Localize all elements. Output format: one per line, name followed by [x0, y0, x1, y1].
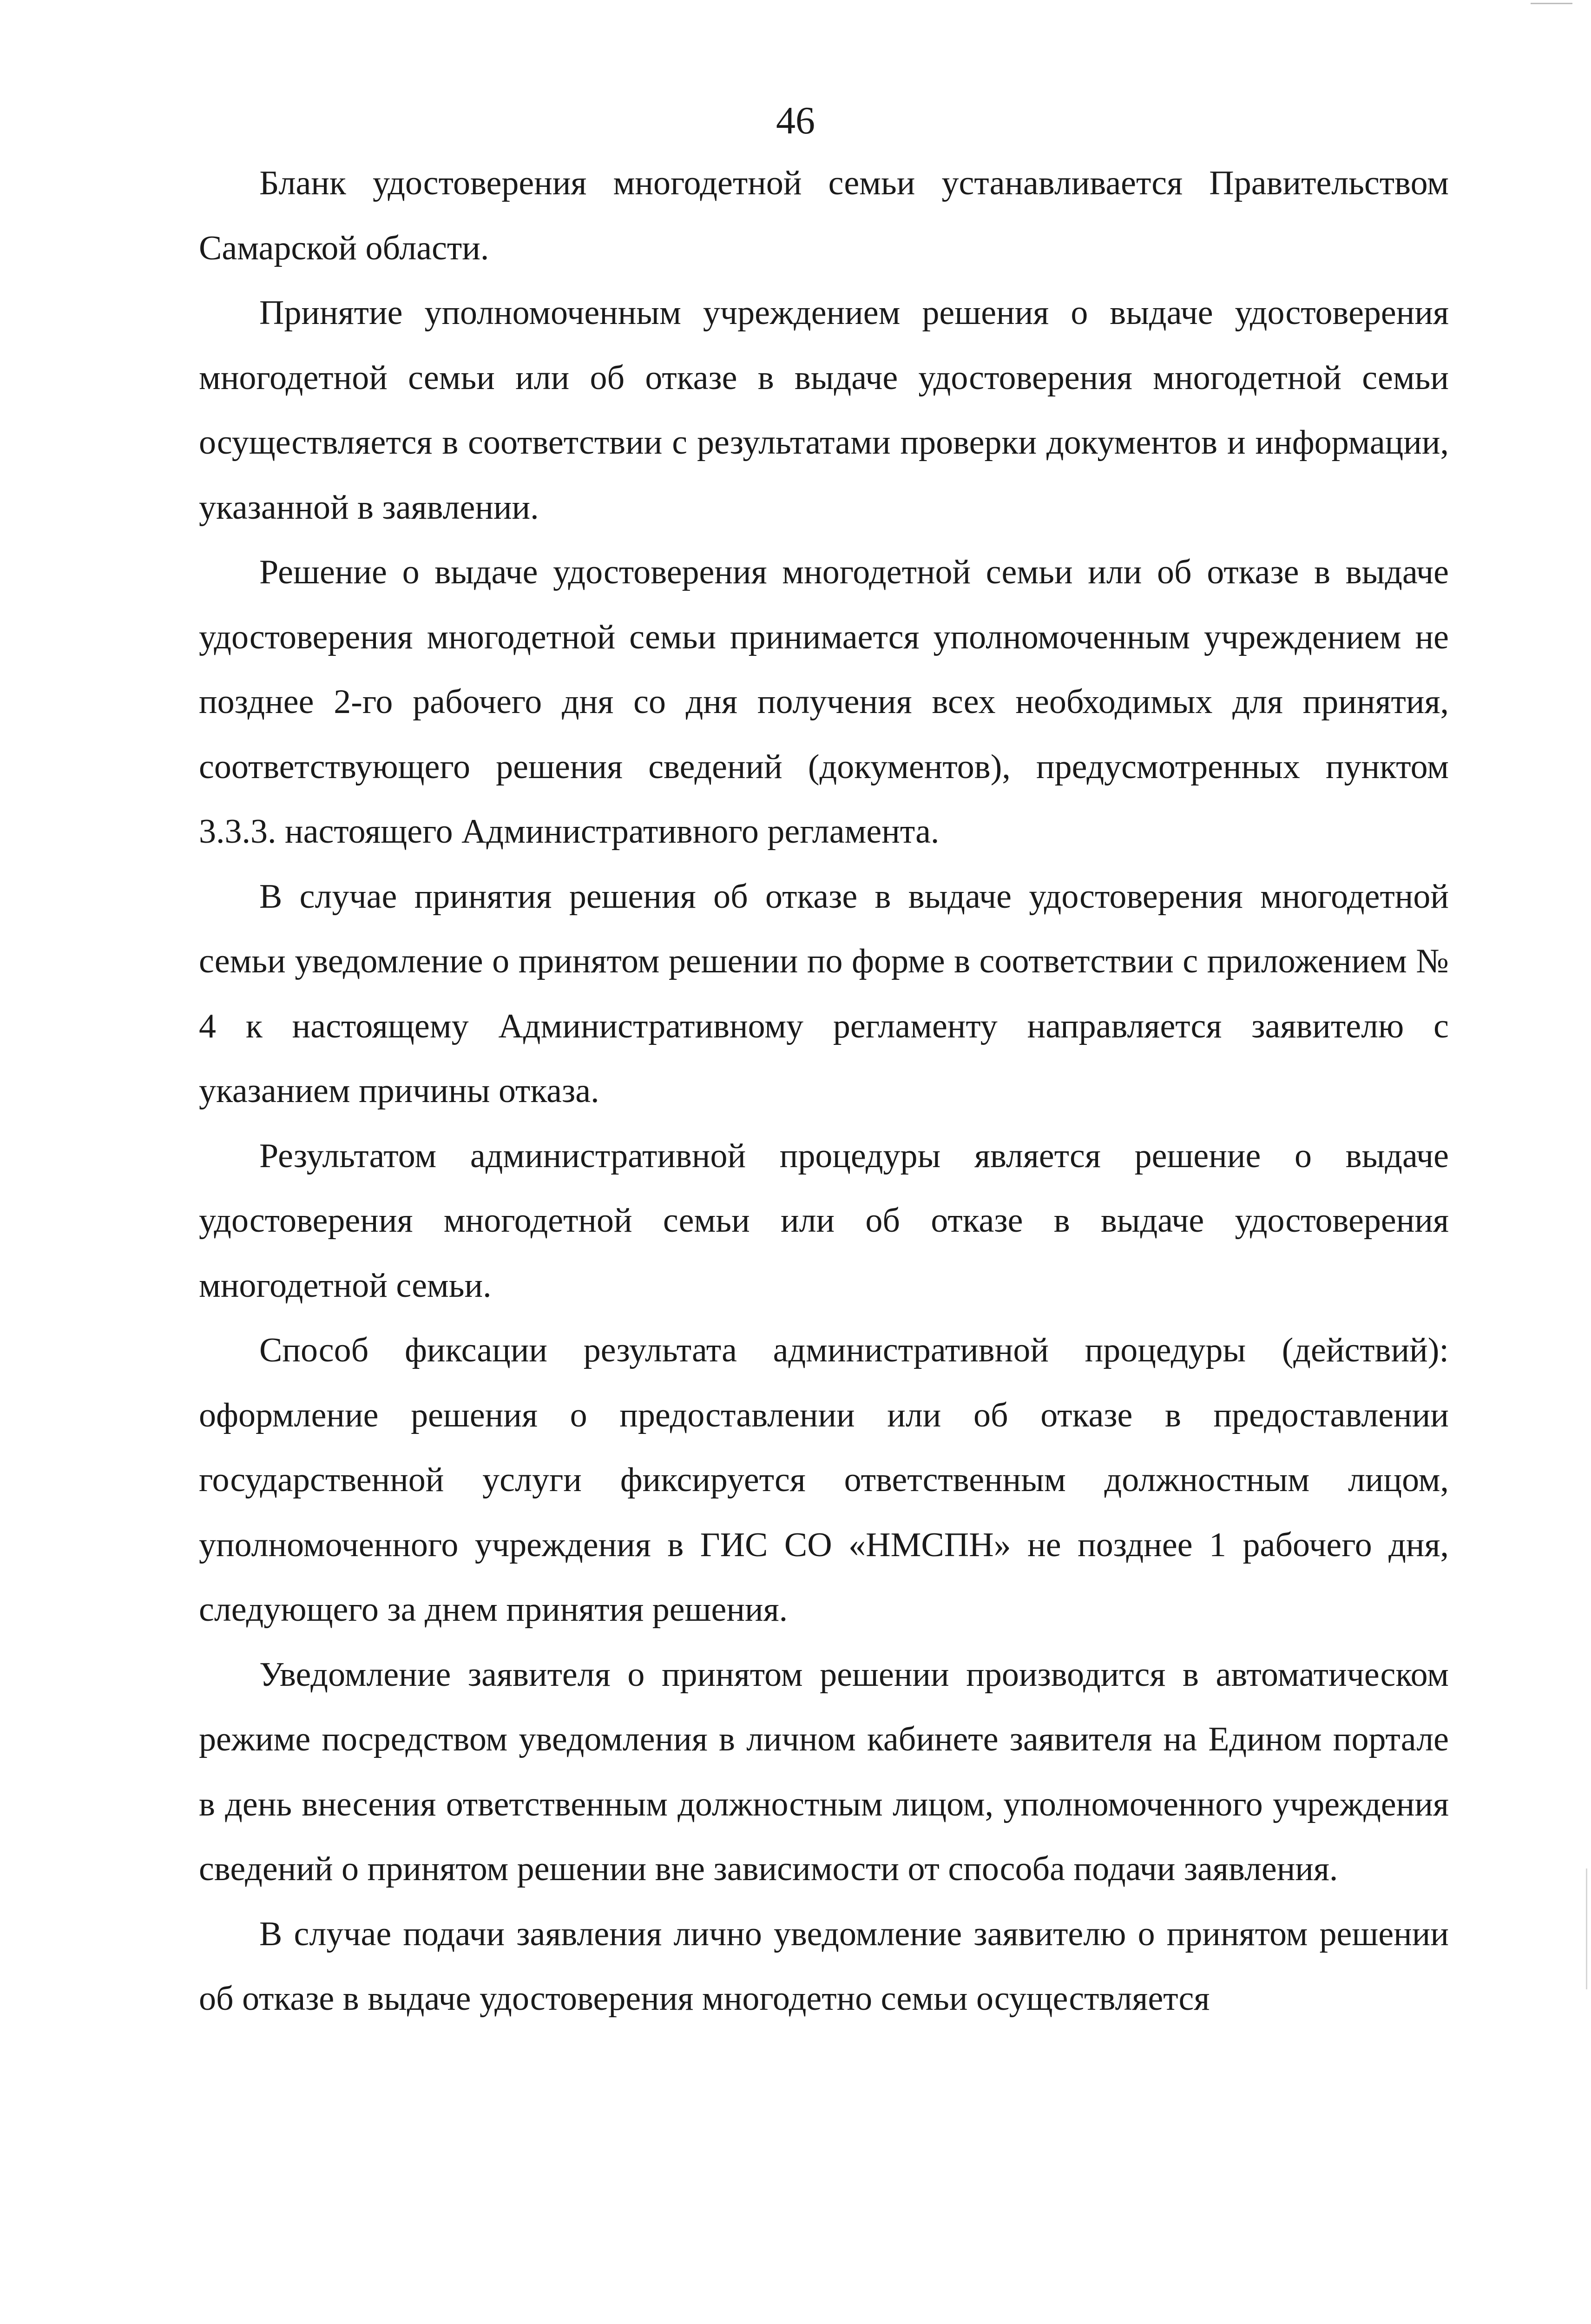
scan-edge-mark-top — [1531, 3, 1572, 4]
paragraph: Решение о выдаче удостоверения многодетной семьи или об отказе в выдаче удостоверения многодетной семьи принимается уполномоченным учреждением не позднее 2-го рабочего дня со дня получения всех необходимых для принятия, соответствующего решения сведений (документов), предусмотренных пунктом 3.3.3. настоящего Административного регламента. — [199, 553, 1449, 851]
scan-edge-mark-right — [1586, 1868, 1587, 1989]
paragraph: В случае принятия решения об отказе в выдаче удостоверения многодетной семьи уведомление о принятом решении по форме в соответствии с приложением № 4 к настоящему Административному регламенту направляется заявителю с указанием причины отказа. — [199, 877, 1449, 1110]
page-number: 46 — [776, 99, 815, 142]
paragraph: В случае подачи заявления лично уведомление заявителю о принятом решении об отказе в выдаче удостоверения многодетно семьи осуществляется — [199, 1915, 1449, 2018]
paragraph: Принятие уполномоченным учреждением решения о выдаче удостоверения многодетной семьи или об отказе в выдаче удостоверения многодетной семьи осуществляется в соответствии с результатами проверки документов и информации, указанной в заявлении. — [199, 294, 1449, 527]
paragraph: Способ фиксации результата административной процедуры (действий): оформление решения о предоставлении или об отказе в предоставлении государственной услуги фиксируется ответственным должностным лицом, уполномоченного учреждения в ГИС СО «НМСПН» не позднее 1 рабочего дня, следующего за днем принятия решения. — [199, 1331, 1449, 1629]
document-body — [199, 151, 1449, 2032]
paragraph: Бланк удостоверения многодетной семьи устанавливается Правительством Самарской области. — [199, 164, 1449, 267]
paragraph: Уведомление заявителя о принятом решении производится в автоматическом режиме посредством уведомления в личном кабинете заявителя на Едином портале в день внесения ответственным должностным лицом, уполномоченного учреждения сведений о принятом решении вне зависимости от способа подачи заявления. — [199, 1655, 1449, 1888]
paragraph: Результатом административной процедуры является решение о выдаче удостоверения многодетной семьи или об отказе в выдаче удостоверения многодетной семьи. — [199, 1136, 1449, 1305]
